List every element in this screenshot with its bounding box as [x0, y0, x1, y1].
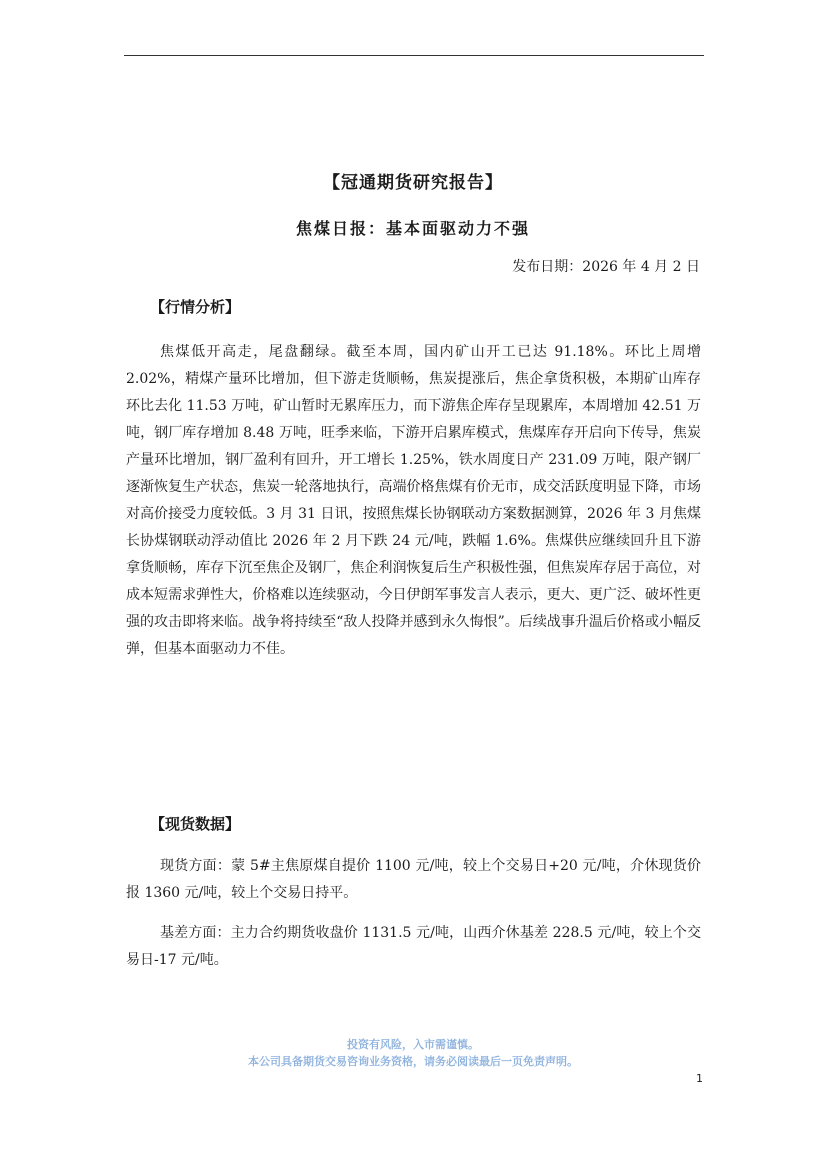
footer-disclaimer: [0, 1036, 826, 1070]
publish-date: 发布日期：2026 年 4 月 2 日: [512, 259, 700, 275]
section-heading-spot-data: 【现货数据】: [150, 815, 241, 833]
report-subtitle: 焦煤日报：基本面驱动力不强: [295, 219, 530, 238]
header-rule: [124, 55, 704, 56]
section-heading-market-analysis: 【行情分析】: [150, 298, 241, 316]
spot-price-paragraph: 现货方面：蒙 5#主焦原煤自提价 1100 元/吨，较上个交易日+20 元/吨，介休现货价报 1360 元/吨，较上个交易日持平。: [126, 858, 701, 901]
risk-warning: 投资有风险，入市需谨慎。: [347, 1038, 479, 1051]
page-number: 1: [696, 1072, 703, 1085]
disclaimer-notice: 本公司具备期货交易咨询业务资格，请务必阅读最后一页免责声明。: [248, 1055, 578, 1068]
basis-paragraph: 基差方面：主力合约期货收盘价 1131.5 元/吨，山西介休基差 228.5 元/吨，较上个交易日-17 元/吨。: [126, 925, 701, 968]
market-analysis-paragraph: 焦煤低开高走，尾盘翻绿。截至本周，国内矿山开工已达 91.18%。环比上周增 2.02%，精煤产量环比增加，但下游走货顺畅，焦炭提涨后，焦企拿货积极，本期矿山库存环比去化 11.53 万吨，矿山暂时无累库压力，而下游焦企库存呈现累库，本周增加 42.51 万吨，钢厂库存增加 8.48 万吨，旺季来临，下游开启累库模式，焦煤库存开启向下传导，焦炭产量环比增加，钢厂盈利有回升，开工增长 1.25%，铁水周度日产 231.09 万吨，限产钢厂逐渐恢复生产状态，焦炭一轮落地执行，高端价格焦煤有价无市，成交活跃度明显下降，市场对高价接受力度较低。3 月 31 日讯，按照焦煤长协钢联动方案数据测算，2026 年 3 月焦煤长协煤钢联动浮动值比 2026 年 2 月下跌 24 元/吨，跌幅 1.6%。焦煤供应继续回升且下游拿货顺畅，库存下沉至焦企及钢厂，焦企利润恢复后生产积极性强，但焦炭库存居于高位，对成本短需求弹性大，价格难以连续驱动，今日伊朗军事发言人表示，更大、更广泛、破坏性更强的攻击即将来临。战争将持续至“敌人投降并感到永久悔恨”。后续战事升温后价格或小幅反弹，但基本面驱动力不佳。: [126, 344, 701, 657]
report-title: 【冠通期货研究报告】: [323, 173, 503, 193]
